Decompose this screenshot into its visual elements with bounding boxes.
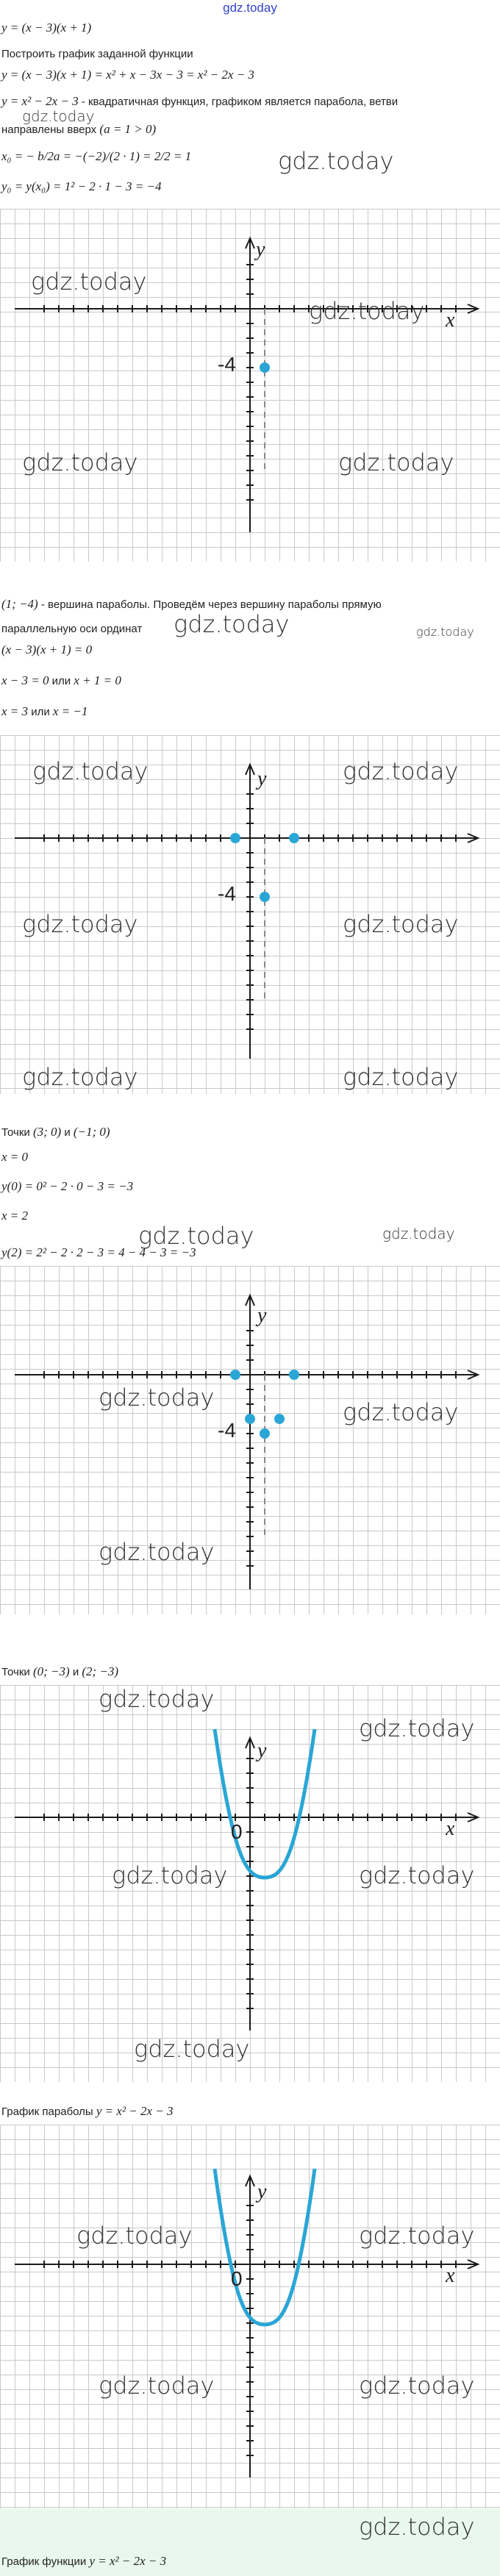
final-label-formula: y = x² − 2x − 3 xyxy=(89,2554,167,2568)
task-text: Построить график заданной функции xyxy=(1,48,193,60)
watermark: gdz.today xyxy=(76,2222,193,2250)
point-c: (0; −3) xyxy=(32,1664,70,1678)
branches-text: направлены вверх xyxy=(1,124,97,136)
y-axis-label: y xyxy=(257,1739,267,1762)
graph-1-svg xyxy=(0,209,500,562)
x-axis-label: x xyxy=(446,309,455,332)
watermark: gdz.today xyxy=(138,1222,254,1250)
parallel-note: параллельную оси ординат xyxy=(1,623,143,635)
watermark: gdz.today xyxy=(338,448,454,476)
parabola-graph-label xyxy=(1,2104,174,2119)
and-text: и xyxy=(61,1126,74,1139)
root-point-right xyxy=(289,833,299,843)
roots-equation: (x − 3)(x + 1) = 0 xyxy=(1,643,93,656)
root-1: x = 3 xyxy=(1,704,29,718)
watermark: gdz.today xyxy=(112,1861,228,1889)
watermark: gdz.today xyxy=(32,757,149,785)
origin-label: 0 xyxy=(231,2267,243,2290)
and-text: и xyxy=(69,1666,82,1678)
watermark: gdz.today xyxy=(343,1398,459,1426)
graph-5 xyxy=(0,2125,500,2508)
function-formula: y = (x − 3)(x + 1) xyxy=(1,21,92,35)
branches-condition: (a = 1 > 0) xyxy=(96,122,157,136)
watermark: gdz.today xyxy=(22,448,138,476)
y-at-two: y(2) = 2² − 2 · 2 − 3 = 4 − 4 − 3 = −3 xyxy=(1,1245,196,1259)
vertex-y-tick-label: -4 xyxy=(218,353,236,376)
root-eq-1: x − 3 = 0 xyxy=(1,673,49,687)
watermark: gdz.today xyxy=(382,1225,455,1242)
extra-points-note xyxy=(1,1664,118,1680)
final-label-text: График функции xyxy=(1,2555,90,2568)
y-axis-label: y xyxy=(257,1304,267,1327)
root-point-left xyxy=(230,1370,240,1380)
watermark: gdz.today xyxy=(343,1063,459,1091)
root-point-left xyxy=(230,833,240,843)
vertex-text: - вершина параболы. Проведём через вершину параболы прямую xyxy=(38,598,382,611)
y-axis-label: y xyxy=(257,2180,267,2203)
graph-4 xyxy=(0,1685,500,2082)
points-label: Точки xyxy=(1,1666,33,1678)
watermark: gdz.today xyxy=(22,107,95,125)
x-zero: x = 0 xyxy=(1,1150,29,1164)
watermark: gdz.today xyxy=(99,2372,215,2400)
vertex-coords: (1; −4) xyxy=(1,597,38,611)
y-at-zero: y(0) = 0² − 2 · 0 − 3 = −3 xyxy=(1,1179,134,1193)
watermark: gdz.today xyxy=(343,910,459,938)
quadratic-text: - квадратичная функция, графиком является парабола, ветви xyxy=(78,96,399,108)
vertex-x-formula: x₀ = − b/2a = −(−2)/(2 · 1) = 2/2 = 1 xyxy=(1,149,192,163)
vertex-point xyxy=(260,362,270,373)
y-axis-label: y xyxy=(256,238,265,261)
point-0-neg3 xyxy=(245,1414,255,1424)
graph-1 xyxy=(0,209,500,562)
graph-label-formula: y = x² − 2x − 3 xyxy=(96,2104,174,2118)
or-text: или xyxy=(49,675,74,687)
vertex-y-tick-label: -4 xyxy=(218,1419,236,1442)
final-graph-label xyxy=(1,2554,166,2569)
roots-points-note xyxy=(1,1125,110,1140)
watermark: gdz.today xyxy=(22,1063,138,1091)
roots-values xyxy=(1,704,88,720)
root-2: x = −1 xyxy=(52,704,88,718)
watermark: gdz.today xyxy=(359,1714,475,1742)
watermark: gdz.today xyxy=(359,1861,475,1889)
watermark: gdz.today xyxy=(309,297,425,325)
watermark: gdz.today xyxy=(343,757,459,785)
x-axis-label: x xyxy=(446,1817,455,1840)
vertex-y-formula: y₀ = y(x₀) = 1² − 2 · 1 − 3 = −4 xyxy=(1,179,162,193)
origin-label: 0 xyxy=(231,1820,243,1843)
x-two: x = 2 xyxy=(1,1209,29,1223)
watermark: gdz.today xyxy=(99,1384,215,1412)
x-axis-label: x xyxy=(446,2264,455,2287)
roots-split xyxy=(1,673,121,689)
root-eq-2: x + 1 = 0 xyxy=(74,673,121,687)
or-text: или xyxy=(28,706,53,718)
point-b: (−1; 0) xyxy=(73,1125,110,1139)
graph-3-svg xyxy=(0,1266,500,1614)
point-a: (3; 0) xyxy=(32,1125,62,1139)
watermark: gdz.today xyxy=(174,610,290,638)
point-2-neg3 xyxy=(274,1414,285,1424)
watermark: gdz.today xyxy=(278,147,394,175)
vertex-point xyxy=(260,892,270,902)
vertex-y-tick-label: -4 xyxy=(218,882,236,905)
watermark: gdz.today xyxy=(99,1685,215,1713)
points-label: Точки xyxy=(1,1126,33,1139)
watermark: gdz.today xyxy=(416,625,474,639)
watermark: gdz.today xyxy=(99,1538,215,1566)
graph-5-svg xyxy=(0,2125,500,2508)
expansion-formula: y = (x − 3)(x + 1) = x² + x − 3x − 3 = x² − 2x − 3 xyxy=(1,68,254,82)
root-point-right xyxy=(289,1370,299,1380)
watermark: gdz.today xyxy=(31,268,147,296)
point-d: (2; −3) xyxy=(82,1664,119,1678)
quadratic-formula: y = x² − 2x − 3 xyxy=(1,94,79,108)
watermark: gdz.today xyxy=(359,2222,475,2250)
graph-3 xyxy=(0,1266,500,1614)
site-link[interactable]: gdz.today xyxy=(223,1,277,15)
graph-label-text: График параболы xyxy=(1,2105,96,2118)
y-axis-label: y xyxy=(257,768,267,790)
graph-2 xyxy=(0,735,500,1094)
vertex-point xyxy=(260,1428,270,1439)
watermark: gdz.today xyxy=(359,2372,475,2400)
watermark: gdz.today xyxy=(359,2513,475,2541)
watermark: gdz.today xyxy=(22,910,138,938)
watermark: gdz.today xyxy=(134,2035,250,2063)
